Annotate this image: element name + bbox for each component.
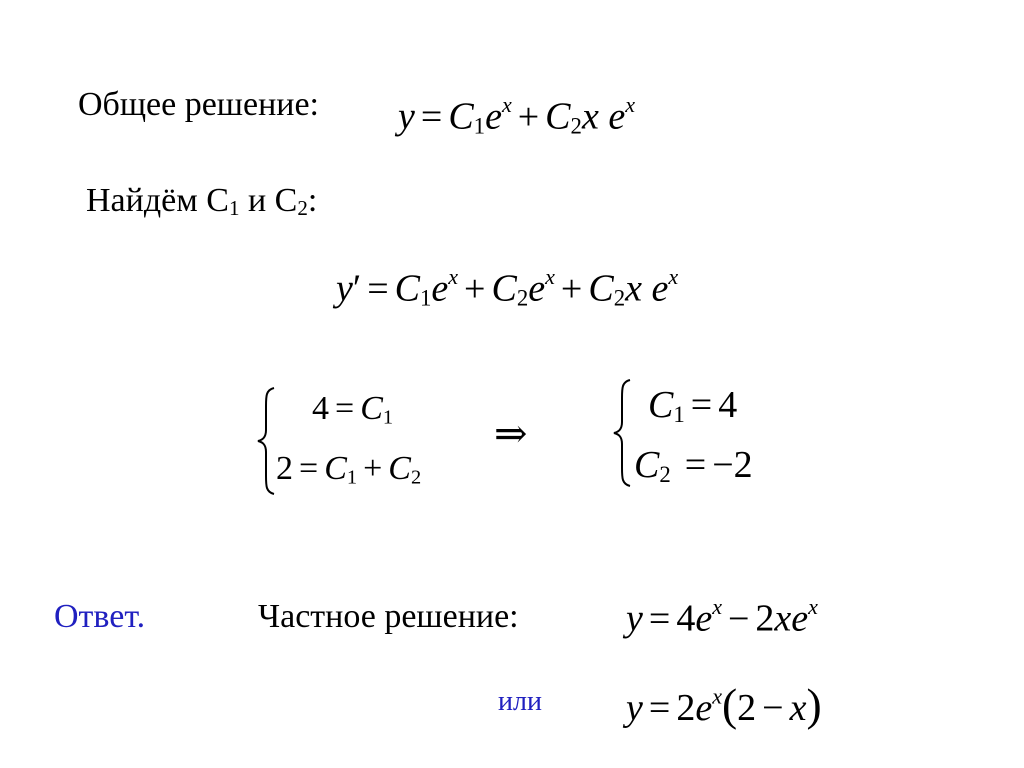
right-system-row-2: $C_2 = -2$ [634, 444, 753, 488]
particular-solution-formula: $y = 4e^x - 2xe^x$ [626, 594, 818, 640]
factored-solution-formula: $y = 2e^x(2 - x)$ [626, 679, 822, 730]
answer-label: Ответ. [54, 598, 146, 635]
right-system-row-1: $C_1 = 4$ [648, 384, 738, 428]
particular-solution-label: Частное решение: [258, 598, 519, 635]
left-system-row-2: $2 = C_1 + C_2$ [276, 450, 422, 489]
general-solution-label: Общее решение: [78, 86, 320, 123]
var-y: y [398, 95, 415, 138]
general-solution-formula: $y = C_1e^x + C_2x$ $e^x$ [398, 92, 635, 139]
find-constants-label: Найдём $C_1$ и $C_2$: [86, 182, 318, 221]
implies-arrow-icon: ⇒ [494, 411, 528, 456]
right-system-brace-icon [612, 378, 634, 488]
left-system-brace-icon [256, 386, 278, 496]
left-system-row-1: $4 = C_1$ [312, 390, 394, 429]
derivative-formula: $y' = C_1e^x + C_2e^x + C_2x$ $e^x$ [336, 264, 679, 311]
or-label: или [498, 686, 542, 717]
